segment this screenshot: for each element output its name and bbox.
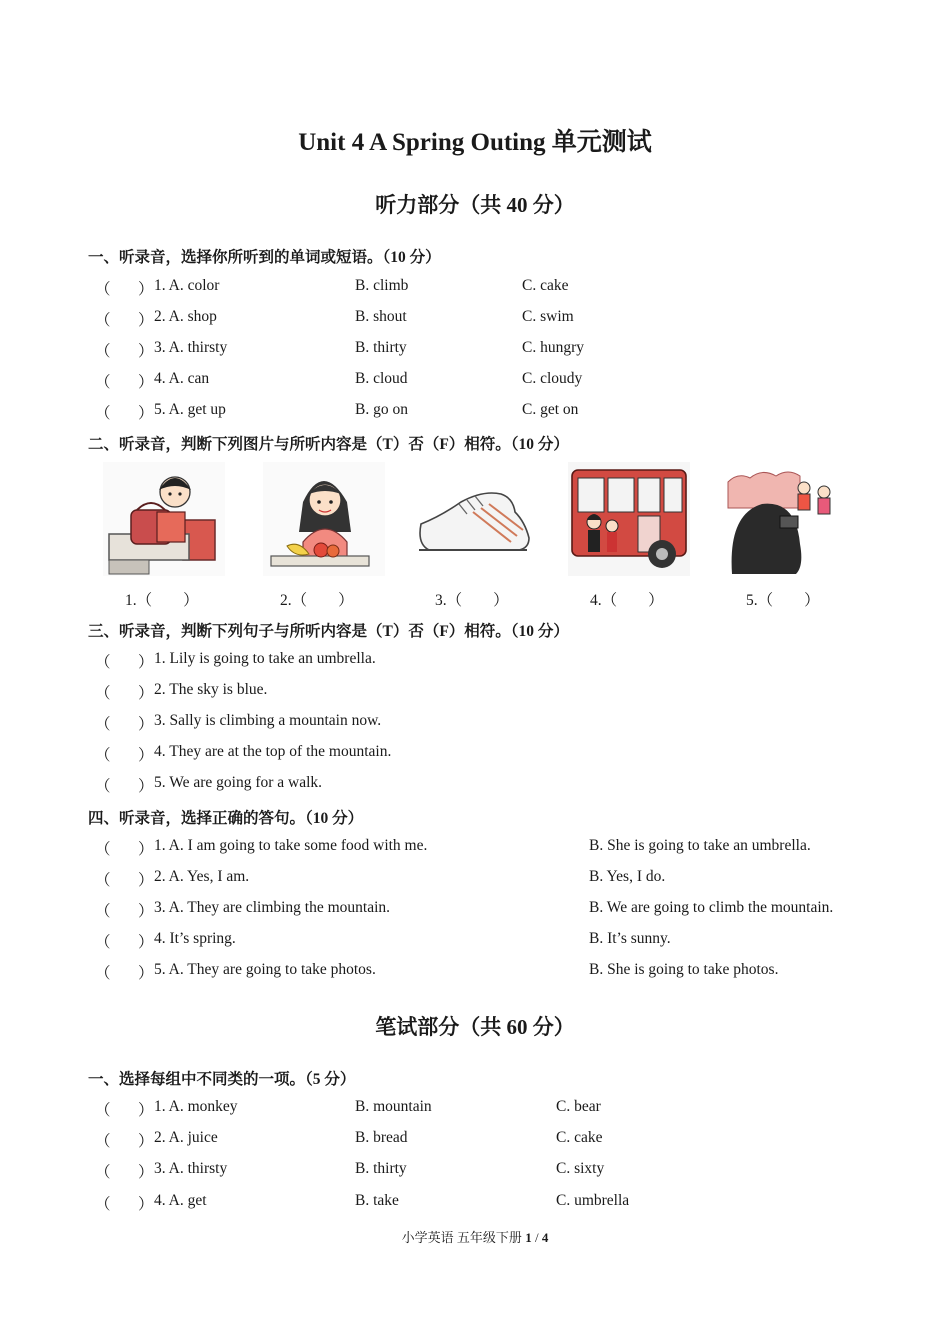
question-row bbox=[95, 650, 895, 672]
footer-text: 小学英语 五年级下册 bbox=[401, 1230, 526, 1245]
answer-bracket-close: ） bbox=[138, 1133, 154, 1150]
statement-text: 5. We are going for a walk. bbox=[154, 774, 323, 791]
answer-bracket-close: ） bbox=[138, 1196, 154, 1213]
answer-bracket-open: （ bbox=[95, 778, 111, 795]
question-row bbox=[95, 743, 895, 765]
answer-bracket-close: ） bbox=[138, 965, 154, 982]
picture-taking-photo bbox=[726, 462, 848, 576]
option-a: 4. A. can bbox=[154, 370, 210, 387]
option-c: C. bear bbox=[556, 1098, 601, 1115]
option-a: 4. It’s spring. bbox=[154, 930, 236, 947]
answer-bracket-open: （ bbox=[95, 405, 111, 422]
question-row bbox=[95, 1192, 895, 1214]
answer-bracket-close: ） bbox=[138, 405, 154, 422]
listening-part4-heading: 四、听录音，选择正确的答句。（10 分） bbox=[88, 810, 364, 827]
written-part1-heading: 一、选择每组中不同类的一项。（5 分） bbox=[88, 1071, 356, 1088]
option-b: B. climb bbox=[355, 277, 409, 294]
question-row bbox=[95, 1129, 895, 1151]
answer-bracket-close: ） bbox=[138, 841, 154, 858]
listening-part1-heading: 一、听录音，选择你所听到的单词或短语。（10 分） bbox=[88, 249, 441, 266]
question-row bbox=[95, 1098, 895, 1120]
picture-girl-with-fruit bbox=[263, 462, 385, 576]
question-row bbox=[95, 961, 895, 983]
picture-1-answer: 1.（ ） bbox=[125, 592, 199, 609]
option-b: B. We are going to climb the mountain. bbox=[589, 899, 834, 916]
picture-sneaker bbox=[415, 462, 537, 576]
option-b: B. thirty bbox=[355, 1160, 407, 1177]
answer-bracket-close: ） bbox=[138, 281, 154, 298]
option-a: 3. A. thirsty bbox=[154, 339, 228, 356]
picture-3-answer: 3.（ ） bbox=[435, 592, 509, 609]
answer-bracket-open: （ bbox=[95, 685, 111, 702]
listening-heading: 听力部分（共 40 分） bbox=[375, 193, 575, 217]
answer-bracket-open: （ bbox=[95, 1164, 111, 1181]
answer-bracket-close: ） bbox=[138, 685, 154, 702]
option-a: 2. A. juice bbox=[154, 1129, 218, 1146]
answer-bracket-open: （ bbox=[95, 281, 111, 298]
page-footer bbox=[0, 1227, 950, 1246]
answer-bracket-close: ） bbox=[138, 716, 154, 733]
answer-bracket-close: ） bbox=[138, 934, 154, 951]
question-row bbox=[95, 899, 895, 921]
question-row bbox=[95, 401, 895, 423]
answer-bracket-close: ） bbox=[138, 312, 154, 329]
answer-bracket-open: （ bbox=[95, 872, 111, 889]
picture-2-answer: 2.（ ） bbox=[280, 592, 354, 609]
option-a: 5. A. get up bbox=[154, 401, 226, 418]
question-row bbox=[95, 837, 895, 859]
answer-bracket-open: （ bbox=[95, 747, 111, 764]
picture-bus bbox=[568, 462, 690, 576]
written-heading: 笔试部分（共 60 分） bbox=[375, 1015, 575, 1039]
question-row bbox=[95, 868, 895, 890]
listening-part3-heading: 三、听录音，判断下列句子与所听内容是（T）否（F）相符。（10 分） bbox=[88, 623, 569, 640]
option-c: C. hungry bbox=[522, 339, 584, 356]
page-separator: / bbox=[531, 1230, 542, 1245]
picture-4-answer: 4.（ ） bbox=[590, 592, 664, 609]
answer-bracket-close: ） bbox=[138, 872, 154, 889]
option-a: 1. A. monkey bbox=[154, 1098, 238, 1115]
answer-bracket-open: （ bbox=[95, 965, 111, 982]
answer-bracket-open: （ bbox=[95, 1133, 111, 1150]
question-row bbox=[95, 277, 895, 299]
question-row bbox=[95, 1160, 895, 1182]
question-row bbox=[95, 774, 895, 796]
option-c: C. sixty bbox=[556, 1160, 605, 1177]
answer-bracket-open: （ bbox=[95, 1102, 111, 1119]
option-a: 1. A. I am going to take some food with me. bbox=[154, 837, 428, 854]
option-c: C. cake bbox=[522, 277, 569, 294]
answer-bracket-close: ） bbox=[138, 747, 154, 764]
page-total: 4 bbox=[541, 1230, 549, 1245]
question-row bbox=[95, 930, 895, 952]
answer-bracket-open: （ bbox=[95, 654, 111, 671]
option-b: B. It’s sunny. bbox=[589, 930, 671, 947]
option-a: 4. A. get bbox=[154, 1192, 207, 1209]
question-row bbox=[95, 339, 895, 361]
option-b: B. take bbox=[355, 1192, 399, 1209]
option-c: C. swim bbox=[522, 308, 574, 325]
option-b: B. go on bbox=[355, 401, 408, 418]
option-a: 2. A. Yes, I am. bbox=[154, 868, 250, 885]
option-b: B. cloud bbox=[355, 370, 408, 387]
answer-bracket-close: ） bbox=[138, 343, 154, 360]
answer-bracket-close: ） bbox=[138, 778, 154, 795]
page-title: Unit 4 A Spring Outing 单元测试 bbox=[298, 129, 652, 156]
answer-bracket-open: （ bbox=[95, 374, 111, 391]
option-a: 2. A. shop bbox=[154, 308, 217, 325]
answer-bracket-open: （ bbox=[95, 312, 111, 329]
answer-bracket-close: ） bbox=[138, 1102, 154, 1119]
option-a: 3. A. thirsty bbox=[154, 1160, 228, 1177]
option-b: B. mountain bbox=[355, 1098, 432, 1115]
option-c: C. cloudy bbox=[522, 370, 583, 387]
option-c: C. get on bbox=[522, 401, 579, 418]
question-row bbox=[95, 681, 895, 703]
option-c: C. umbrella bbox=[556, 1192, 630, 1209]
answer-bracket-close: ） bbox=[138, 374, 154, 391]
answer-bracket-open: （ bbox=[95, 343, 111, 360]
answer-bracket-close: ） bbox=[138, 903, 154, 920]
statement-text: 4. They are at the top of the mountain. bbox=[154, 743, 392, 760]
answer-bracket-open: （ bbox=[95, 841, 111, 858]
picture-5-answer: 5.（ ） bbox=[746, 592, 820, 609]
statement-text: 1. Lily is going to take an umbrella. bbox=[154, 650, 376, 667]
answer-bracket-open: （ bbox=[95, 903, 111, 920]
option-a: 5. A. They are going to take photos. bbox=[154, 961, 376, 978]
answer-bracket-close: ） bbox=[138, 1164, 154, 1181]
option-b: B. She is going to take an umbrella. bbox=[589, 837, 811, 854]
answer-bracket-open: （ bbox=[95, 1196, 111, 1213]
option-b: B. She is going to take photos. bbox=[589, 961, 779, 978]
option-b: B. thirty bbox=[355, 339, 407, 356]
option-a: 3. A. They are climbing the mountain. bbox=[154, 899, 391, 916]
picture-boy-packing-bag bbox=[103, 462, 225, 576]
page-number: 1 bbox=[525, 1230, 532, 1245]
option-b: B. bread bbox=[355, 1129, 408, 1146]
option-c: C. cake bbox=[556, 1129, 603, 1146]
option-b: B. Yes, I do. bbox=[589, 868, 666, 885]
option-a: 1. A. color bbox=[154, 277, 220, 294]
option-b: B. shout bbox=[355, 308, 407, 325]
question-row bbox=[95, 308, 895, 330]
statement-text: 3. Sally is climbing a mountain now. bbox=[154, 712, 382, 729]
answer-bracket-open: （ bbox=[95, 934, 111, 951]
question-row bbox=[95, 712, 895, 734]
statement-text: 2. The sky is blue. bbox=[154, 681, 268, 698]
answer-bracket-close: ） bbox=[138, 654, 154, 671]
answer-bracket-open: （ bbox=[95, 716, 111, 733]
listening-part2-heading: 二、听录音，判断下列图片与所听内容是（T）否（F）相符。（10 分） bbox=[88, 436, 569, 453]
question-row bbox=[95, 370, 895, 392]
